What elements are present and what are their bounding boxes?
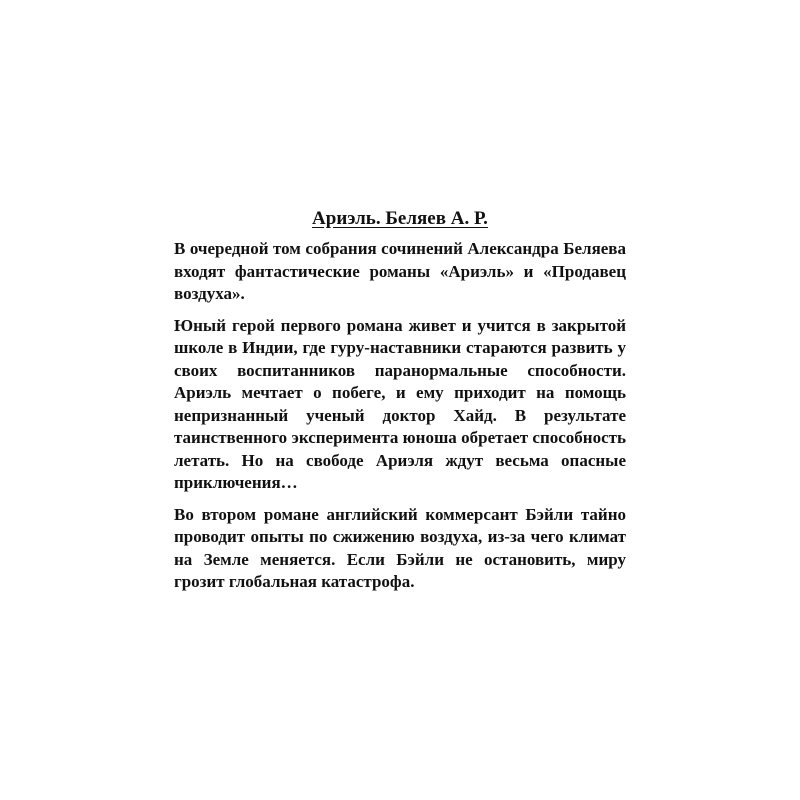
- paragraph-second-novel: Во втором романе английский коммерсант Бэйли тайно проводит опыты по сжижению воздуха, из-за чего климат на Земле меняется. Если Бэйли не остановить, миру грозит глобальная катастрофа.: [174, 504, 626, 591]
- paragraph-first-novel: Юный герой первого романа живет и учится в закрытой школе в Индии, где гуру-наставники стараются развить у своих воспитанников паранормальные способности. Ариэль мечтает о побеге, и ему приходит на помощь непризнанный ученый доктор Хайд. В результате таинственного эксперимента юноша обретает способность летать. Но на свободе Ариэля ждут весьма опасные приключения…: [174, 315, 626, 492]
- document-title: Ариэль. Беляев А. Р.: [312, 208, 488, 229]
- paragraph-intro: В очередной том собрания сочинений Александра Беляева входят фантастические романы «Ариэль» и «Продавец воздуха».: [174, 239, 626, 303]
- book-description: [174, 206, 626, 603]
